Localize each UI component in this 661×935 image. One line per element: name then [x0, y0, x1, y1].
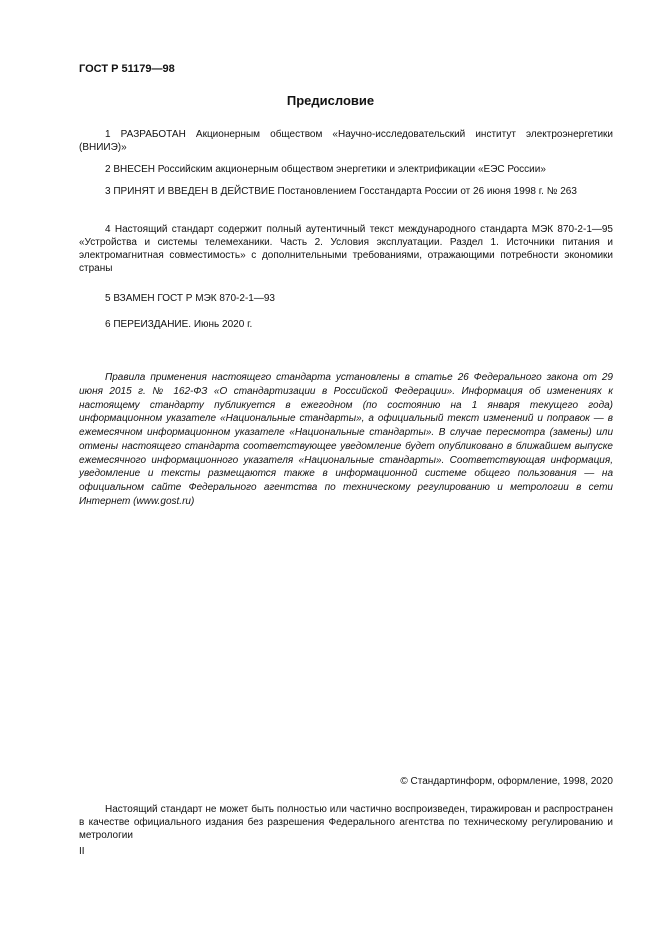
document-id-header: ГОСТ Р 51179—98: [79, 63, 175, 75]
paragraph-developed-by: 1 РАЗРАБОТАН Акционерным обществом «Научно-исследовательский институт электроэнергетики (ВНИИЭ)»: [79, 129, 613, 153]
copyright-line: © Стандартинформ, оформление, 1998, 2020: [400, 776, 613, 787]
paragraph-adopted: 3 ПРИНЯТ И ВВЕДЕН В ДЕЙСТВИЕ Постановлением Госстандарта России от 26 июня 1998 г. № 263: [105, 186, 577, 197]
paragraph-reissue: 6 ПЕРЕИЗДАНИЕ. Июнь 2020 г.: [105, 319, 253, 330]
paragraph-content-statement: 4 Настоящий стандарт содержит полный аутентичный текст международного стандарта МЭК 870-2-1—95 «Устройства и системы телемеханики. Часть 2. Условия эксплуатации. Раздел 1. Источники питания и электромагнитная совместимость» с дополнительными требованиями, отражающими потребности экономики страны: [79, 224, 613, 274]
page-number: II: [79, 846, 85, 857]
paragraph-introduced-by: 2 ВНЕСЕН Российским акционерным обществом энергетики и электрификации «ЕЭС России»: [105, 164, 546, 175]
reproduction-notice: Настоящий стандарт не может быть полностью или частично воспроизведен, тиражирован и распространен в качестве официального издания без разрешения Федерального агентства по техническому регулированию и метрологии: [79, 804, 613, 841]
rules-of-application-notice: Правила применения настоящего стандарта установлены в статье 26 Федерального закона от 29 июня 2015 г. № 162-ФЗ «О стандартизации в Российской Федерации». Информация об изменениях к настоящему стандарту публикуется в ежегодном (по состоянию на 1 января текущего года) информационном указателе «Национальные стандарты», а официальный текст изменений и поправок — в ежемесячном информационном указателе «Национальные стандарты». В случае пересмотра (замены) или отмены настоящего стандарта соответствующее уведомление будет опубликовано в ближайшем выпуске ежемесячного информационного указателя «Национальные стандарты». Соответствующая информация, уведомление и тексты размещаются также в информационной системе общего пользования — на официальном сайте Федерального агентства по техническому регулированию и метрологии в сети Интернет (www.gost.ru): [79, 372, 613, 507]
section-title: Предисловие: [286, 93, 375, 108]
paragraph-replaces: 5 ВЗАМЕН ГОСТ Р МЭК 870-2-1—93: [105, 293, 275, 304]
